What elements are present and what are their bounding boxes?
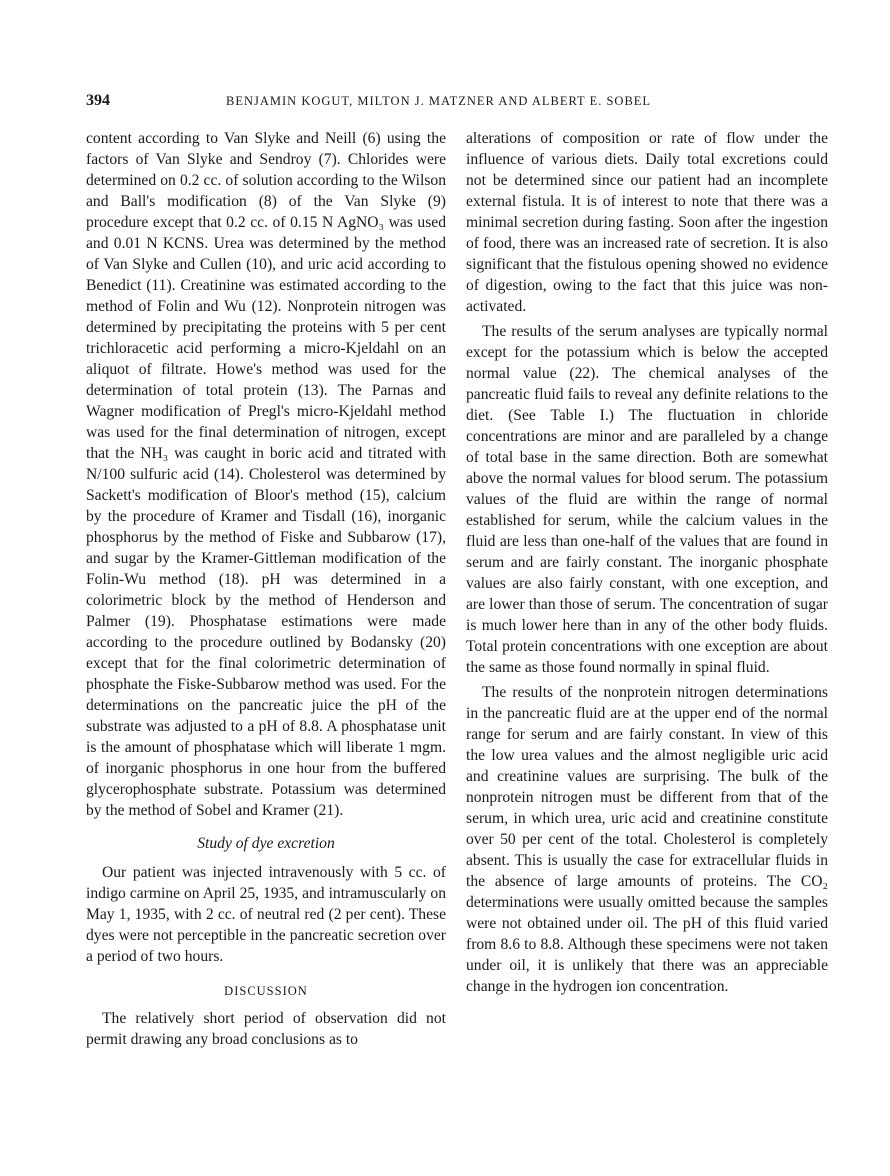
right-column	[466, 128, 828, 997]
discussion-paragraph-continued: alterations of composition or rate of flow under the influence of various diets. Daily total excretions could not be determined since our patient had an incomplete external fistula. It is of interest to note that there was a minimal secretion during fasting. Soon after the ingestion of food, there was an increased rate of secretion. It is also significant that the fistulous opening showed no evidence of digestion, owing to the fact that this juice was non-activated.	[466, 130, 828, 315]
section-heading-discussion: DISCUSSION	[224, 984, 308, 998]
page-number: 394	[86, 92, 110, 109]
running-head-authors: BENJAMIN KOGUT, MILTON J. MATZNER AND ALBERT E. SOBEL	[226, 94, 652, 108]
dye-excretion-paragraph: Our patient was injected intravenously with 5 cc. of indigo carmine on April 25, 1935, and intramuscularly on May 1, 1935, with 2 cc. of neutral red (2 per cent). These dyes were not perceptible in the pancreatic secretion over a period of two hours.	[86, 864, 446, 965]
nonprotein-nitrogen-paragraph: The results of the nonprotein nitrogen determinations in the pancreatic fluid are at the upper end of the normal range for serum and are fairly constant. In view of this the low urea values and the almost negligible uric acid and creatinine values are surprising. The bulk of the nonprotein nitrogen must be different from that of the serum, in which urea, uric acid and creatinine constitute over 50 per cent of the total. Cholesterol is completely absent. This is usually the case for extracellular fluids in the absence of large amounts of proteins. The CO₂ determinations were usually omitted because the samples were not obtained under oil. The pH of this fluid varied from 8.6 to 8.8. Although these specimens were not taken under oil, it is unlikely that there was an appreciable change in the hydrogen ion concentration.	[466, 684, 828, 995]
page-header	[86, 92, 828, 116]
left-column	[86, 128, 446, 1050]
serum-analyses-paragraph: The results of the serum analyses are typically normal except for the potassium which is below the accepted normal value (22). The chemical analyses of the pancreatic fluid fails to reveal any definite relations to the diet. (See Table I.) The fluctuation in chloride concentrations are minor and are paralleled by a change of total base in the same direction. Both are somewhat above the normal values for blood serum. The potassium values of the fluid are within the range of normal established for serum, while the calcium values in the fluid are less than one-half of the values that are found in serum and are fairly constant. The inorganic phosphate values are also fairly constant, with one exception, and are lower than those of serum. The concentration of sugar is much lower here than in any of the other body fluids. Total protein concentrations with one exception are about the same as those found normally in spinal fluid.	[466, 323, 828, 676]
section-heading-dye-excretion: Study of dye excretion	[197, 835, 335, 852]
discussion-paragraph-start: The relatively short period of observation did not permit drawing any broad conclusions as to	[86, 1010, 446, 1048]
methods-paragraph: content according to Van Slyke and Neill (6) using the factors of Van Slyke and Sendroy (7). Chlorides were determined on 0.2 cc. of solution according to the Wilson and Ball's modification (8) of the Van Slyke (9) procedure except that 0.2 cc. of 0.15 N AgNO₃ was used and 0.01 N KCNS. Urea was determined by the method of Van Slyke and Cullen (10), and uric acid according to Benedict (11). Creatinine was estimated according to the method of Folin and Wu (12). Nonprotein nitrogen was determined by precipitating the proteins with 5 per cent trichloracetic acid performing a micro-Kjeldahl on an aliquot of filtrate. Howe's method was used for the determination of total protein (13). The Parnas and Wagner modification of Pregl's micro-Kjeldahl method was used for the final determination of nitrogen, except that the NH₃ was caught in boric acid and titrated with N/100 sulfuric acid (14). Cholesterol was determined by Sackett's modification of Bloor's method (15), calcium by the procedure of Kramer and Tisdall (16), inorganic phosphorus by the method of Fiske and Subbarow (17), and sugar by the Kramer-Gittleman modification of the Folin-Wu method (18). pH was determined in a colorimetric block by the method of Henderson and Palmer (19). Phosphatase estimations were made according to the procedure outlined by Bodansky (20) except that for the final colorimetric determination of phosphate the Fiske-Subbarow method was used. For the determinations on the pancreatic juice the pH of the substrate was adjusted to a pH of 8.8. A phosphatase unit is the amount of phosphatase which will liberate 1 mgm. of inorganic phosphorus in one hour from the buffered glycerophosphate substrate. Potassium was determined by the method of Sobel and Kramer (21).	[86, 130, 446, 819]
